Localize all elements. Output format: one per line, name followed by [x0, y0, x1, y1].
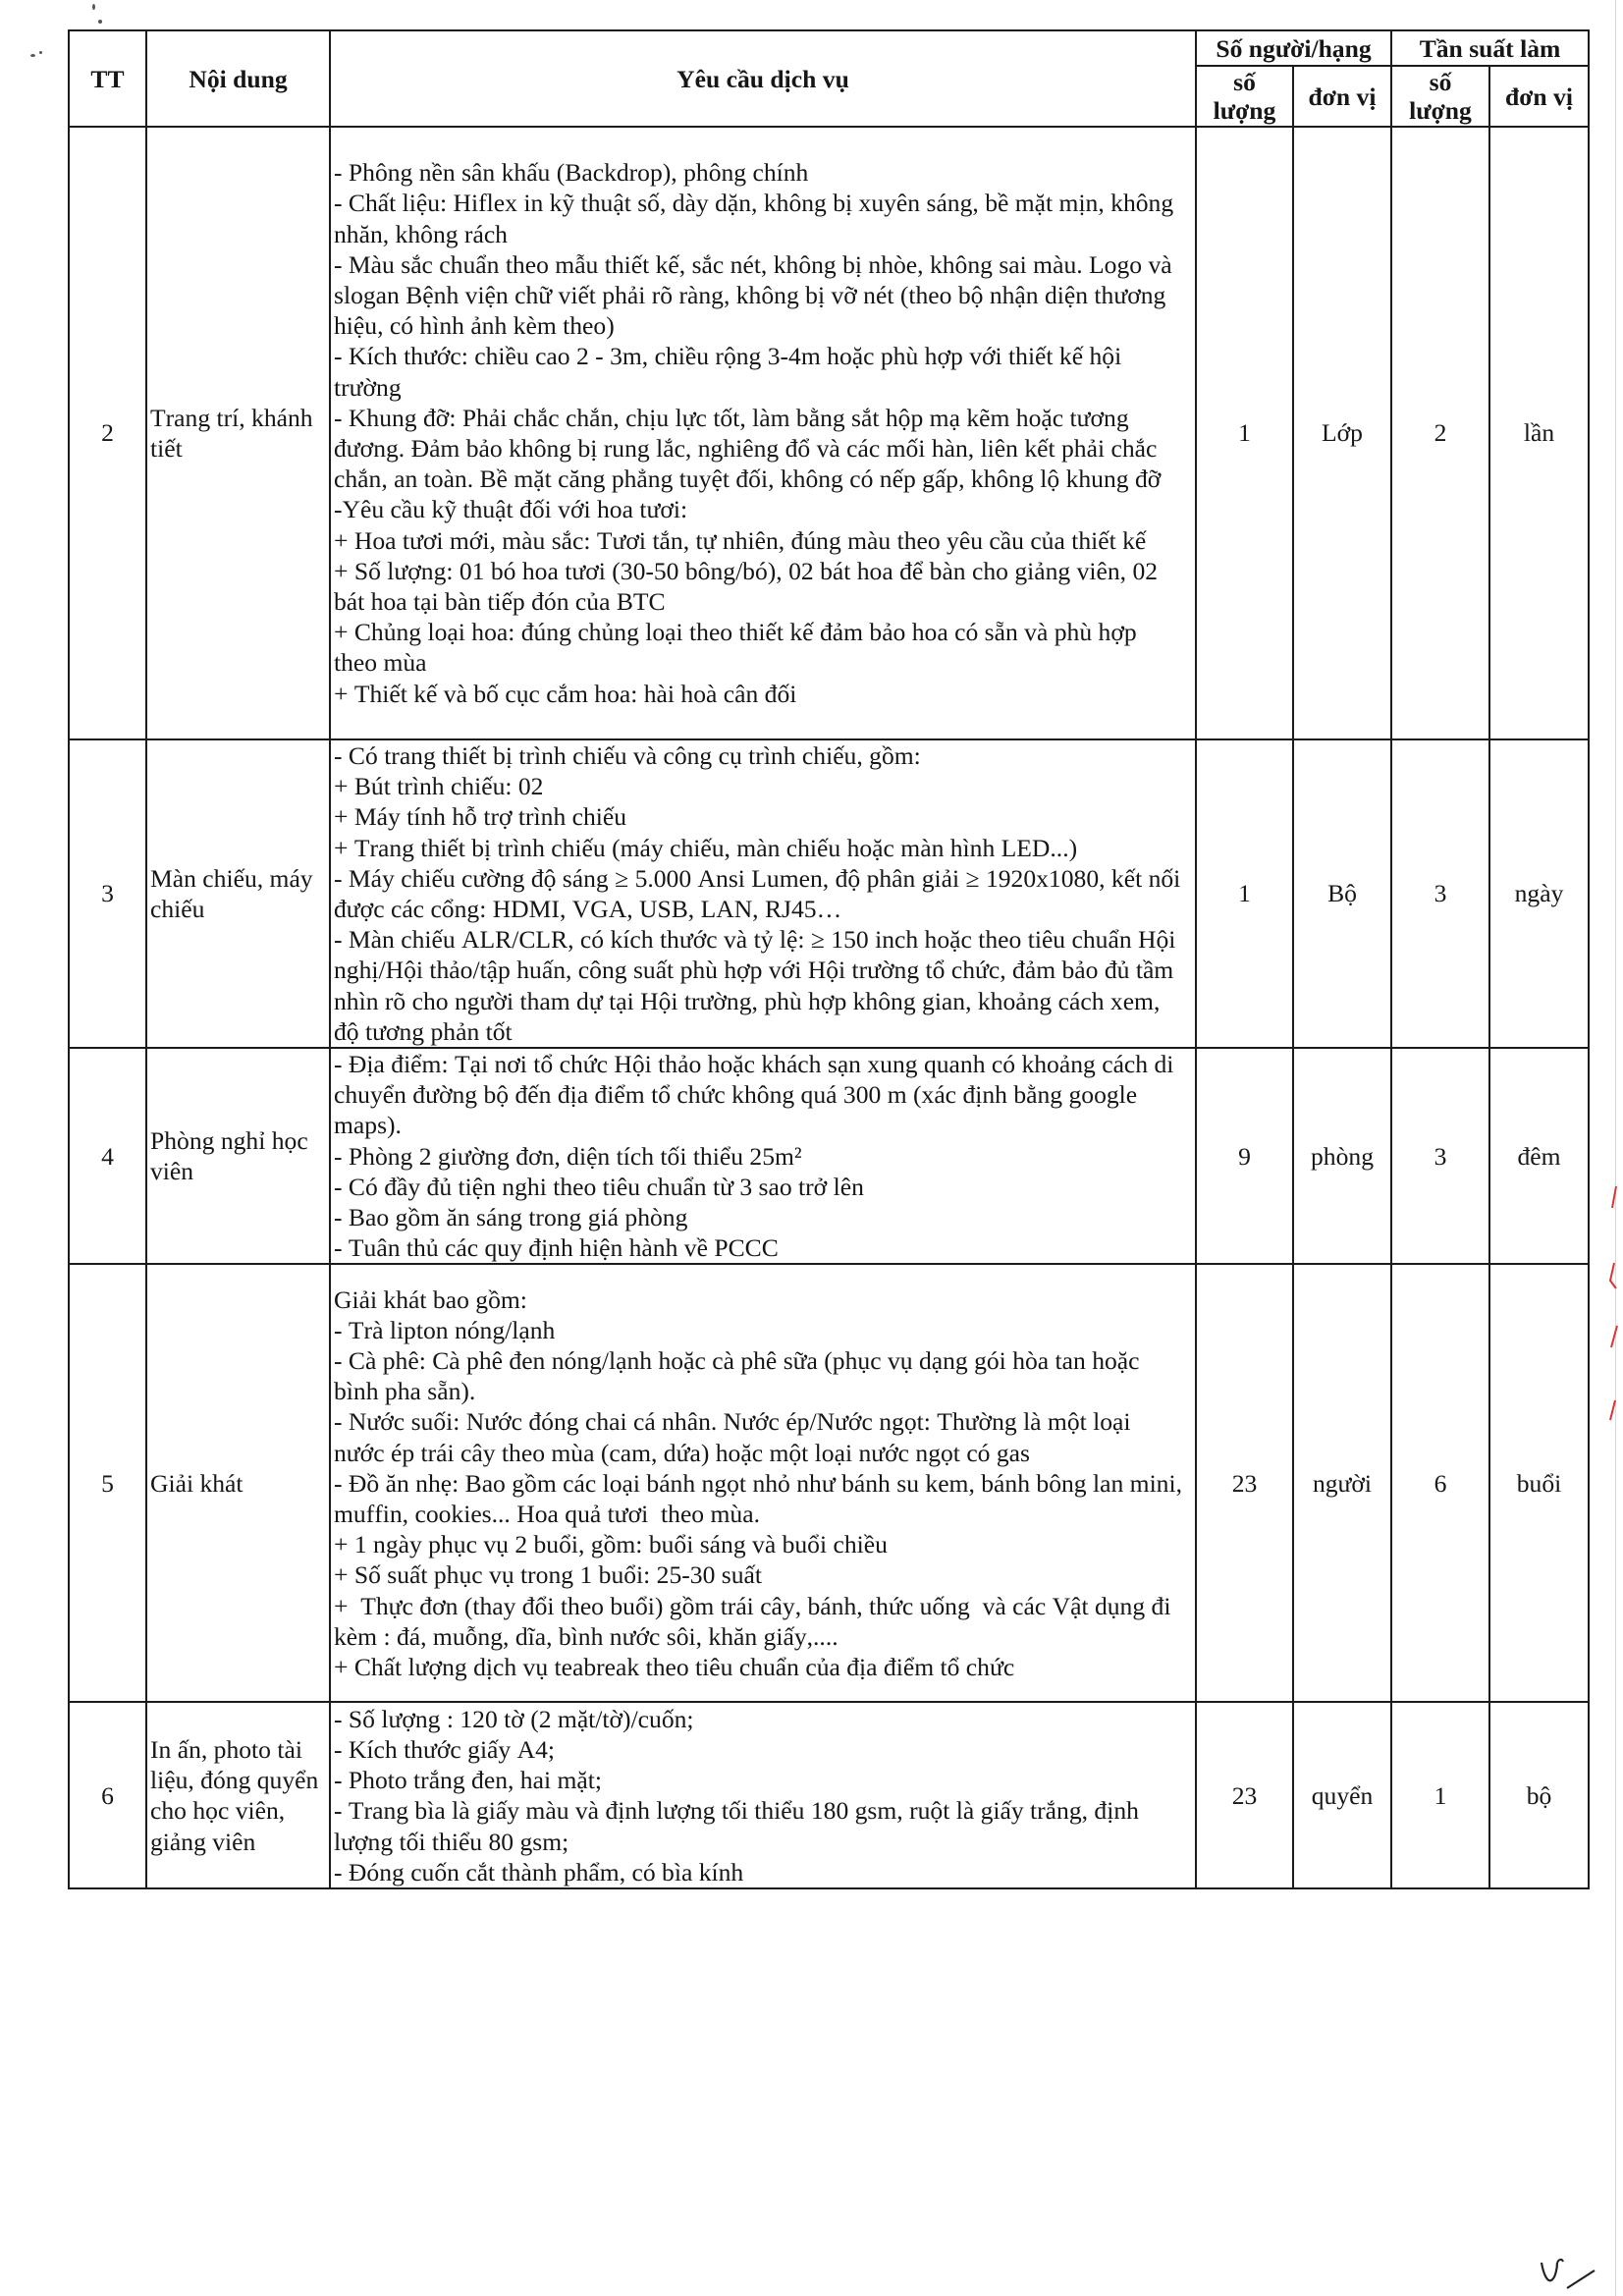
- frequency-unit: bộ: [1489, 1702, 1589, 1888]
- header-row-top: [69, 30, 1589, 66]
- header-requirements: Yêu cầu dịch vụ: [330, 30, 1196, 127]
- scan-speck: [92, 4, 95, 10]
- requirements-list: [334, 1285, 1189, 1683]
- requirement-line: - Nước suối: Nước đóng chai cá nhân. Nước ép/Nước ngọt: Thường là một loại nước ép trái cây theo mùa (cam, dứa) hoặc một loại nước ngọt có gas: [334, 1407, 1137, 1467]
- requirement-line: - Phông nền sân khấu (Backdrop), phông chính: [334, 158, 809, 188]
- header-frequency-quantity-cell: [1391, 66, 1489, 127]
- requirement-line: + Hoa tươi mới, màu sắc: Tươi tắn, tự nhiên, đúng màu theo yêu cầu của thiết kế: [334, 525, 1147, 555]
- requirement-line: - Phòng 2 giường đơn, diện tích tối thiểu 25m²: [334, 1141, 802, 1171]
- requirements-cell: [330, 739, 1196, 1048]
- requirement-line: - Photo trắng đen, hai mặt;: [334, 1766, 602, 1795]
- header-people-unit: đơn vị: [1308, 82, 1377, 111]
- requirement-line: - Chất liệu: Hiflex in kỹ thuật số, dày dặn, không bị xuyên sáng, bề mặt mịn, không nhăn, không rách: [334, 189, 1180, 248]
- table-row: [69, 1048, 1589, 1264]
- header-people-quantity-cell: [1196, 66, 1293, 127]
- header-frequency-unit-cell: [1489, 66, 1589, 127]
- requirement-line: + Thực đơn (thay đổi theo buổi) gồm trái cây, bánh, thức uống và các Vật dụng đi kèm : đá, muỗng, dĩa, bình nước sôi, khăn giấy,....: [334, 1591, 1177, 1651]
- item-name-cell: [146, 739, 330, 1048]
- requirement-line: Giải khát bao gồm:: [334, 1285, 527, 1314]
- people-quantity: 23: [1196, 1702, 1293, 1888]
- requirement-line: - Màn chiếu ALR/CLR, có kích thước và tỷ lệ: ≥ 150 inch hoặc theo tiêu chuẩn Hội nghị/Hội thảo/tập huấn, công suất phù hợp với Hội trường tổ chức, đảm bảo đủ tầm nhìn rõ cho người tham dự tại Hội trường, phù hợp không gian, khoảng cách xem, độ tương phản tốt: [334, 925, 1182, 1046]
- requirement-line: - Bao gồm ăn sáng trong giá phòng: [334, 1203, 688, 1232]
- table-row: [69, 127, 1589, 739]
- frequency-unit: buổi: [1489, 1264, 1589, 1702]
- scan-speck: [98, 20, 102, 24]
- requirement-line: + Máy tính hỗ trợ trình chiếu: [334, 802, 627, 832]
- requirement-line: + Số suất phục vụ trong 1 buổi: 25-30 suất: [334, 1560, 762, 1590]
- table-row: [69, 1702, 1589, 1888]
- scan-edge-line: [1615, 0, 1616, 2296]
- frequency-quantity: 2: [1391, 127, 1489, 739]
- frequency-unit: đêm: [1489, 1048, 1589, 1264]
- requirement-line: - Màu sắc chuẩn theo mẫu thiết kế, sắc nét, không bị nhòe, không sai màu. Logo và slogan Bệnh viện chữ viết phải rõ ràng, không bị vỡ nét (theo bộ nhận diện thương hiệu, có hình ảnh kèm theo): [334, 249, 1179, 341]
- requirement-line: + Số lượng: 01 bó hoa tươi (30-50 bông/bó), 02 bát hoa để bàn cho giảng viên, 02 bát hoa tại bàn tiếp đón của BTC: [334, 556, 1164, 617]
- service-requirements-table: [68, 29, 1590, 1889]
- requirement-line: - Địa điểm: Tại nơi tổ chức Hội thảo hoặc khách sạn xung quanh có khoảng cách di chuyển đường bộ đến địa điểm tổ chức không quá 300 m (xác định bằng google maps).: [334, 1050, 1180, 1140]
- header-people-quantity: số lượng: [1213, 68, 1276, 125]
- people-unit: phòng: [1293, 1048, 1391, 1264]
- requirements-list: [334, 1704, 1184, 1887]
- header-frequency-group: Tần suất làm: [1391, 30, 1589, 66]
- requirement-line: + 1 ngày phục vụ 2 buổi, gồm: buổi sáng và buổi chiều: [334, 1530, 888, 1559]
- scan-edge-red-marks: [1602, 1178, 1622, 1434]
- item-name: Giải khát: [150, 1468, 243, 1498]
- header-people-unit-cell: [1293, 66, 1391, 127]
- item-name: Màn chiếu, máy chiếu: [150, 863, 313, 924]
- requirement-line: + Bút trình chiếu: 02: [334, 772, 544, 801]
- requirements-cell: [330, 1702, 1196, 1888]
- scan-speck: [30, 54, 35, 57]
- table-row: [69, 1264, 1589, 1702]
- scan-speck: [39, 51, 42, 54]
- requirement-line: - Đóng cuốn cắt thành phẩm, có bìa kính: [334, 1857, 744, 1886]
- header-item: Nội dung: [146, 30, 330, 127]
- item-name: Phòng nghỉ học viên: [150, 1126, 308, 1186]
- table-body: [69, 127, 1589, 1888]
- requirement-line: - Máy chiếu cường độ sáng ≥ 5.000 Ansi Lumen, độ phân giải ≥ 1920x1080, kết nối được các cổng: HDMI, VGA, USB, LAN, RJ45…: [334, 863, 1187, 924]
- item-name-cell: [146, 1048, 330, 1264]
- people-unit: người: [1293, 1264, 1391, 1702]
- header-frequency-quantity: số lượng: [1409, 68, 1472, 125]
- row-number: 2: [69, 127, 146, 739]
- requirements-cell: [330, 127, 1196, 739]
- requirement-line: - Khung đỡ: Phải chắc chắn, chịu lực tốt, làm bằng sắt hộp mạ kẽm hoặc tương đương. Đảm bảo không bị rung lắc, nghiêng đổ và các mối hàn, liên kết phải chắc chắn, an toàn. Bề mặt căng phẳng tuyệt đối, không có nếp gấp, không lộ khung đỡ: [334, 403, 1163, 494]
- requirement-line: - Trà lipton nóng/lạnh: [334, 1315, 556, 1344]
- requirement-line: + Chủng loại hoa: đúng chủng loại theo thiết kế đảm bảo hoa có sẵn và phù hợp theo mùa: [334, 618, 1144, 678]
- requirement-line: - Số lượng : 120 tờ (2 mặt/tờ)/cuốn;: [334, 1704, 694, 1733]
- requirement-line: - Tuân thủ các quy định hiện hành về PCCC: [334, 1233, 779, 1263]
- frequency-quantity: 1: [1391, 1702, 1489, 1888]
- requirements-list: [334, 157, 1184, 709]
- requirement-line: + Chất lượng dịch vụ teabreak theo tiêu chuẩn của địa điểm tổ chức: [334, 1653, 1015, 1682]
- requirement-line: - Kích thước giấy A4;: [334, 1735, 555, 1765]
- item-name: In ấn, photo tài liệu, đóng quyển cho học viên, giảng viên: [150, 1735, 319, 1856]
- requirement-line: - Cà phê: Cà phê đen nóng/lạnh hoặc cà phê sữa (phục vụ dạng gói hòa tan hoặc bình pha sẵn).: [334, 1346, 1146, 1406]
- item-name-cell: [146, 1264, 330, 1702]
- requirement-line: + Trang thiết bị trình chiếu (máy chiếu, màn chiếu hoặc màn hình LED...): [334, 833, 1078, 862]
- requirement-line: + Thiết kế và bố cục cắm hoa: hài hoà cân đối: [334, 679, 797, 708]
- header-tt: TT: [69, 30, 146, 127]
- row-number: 3: [69, 739, 146, 1048]
- frequency-quantity: 3: [1391, 739, 1489, 1048]
- row-number: 5: [69, 1264, 146, 1702]
- item-name-cell: [146, 127, 330, 739]
- people-unit: Bộ: [1293, 739, 1391, 1048]
- requirements-list: [334, 1049, 1184, 1263]
- frequency-unit: ngày: [1489, 739, 1589, 1048]
- frequency-quantity: 3: [1391, 1048, 1489, 1264]
- header-frequency-unit: đơn vị: [1505, 82, 1573, 111]
- requirement-line: -Yêu cầu kỹ thuật đối với hoa tươi:: [334, 495, 688, 524]
- requirement-line: - Trang bìa là giấy màu và định lượng tối thiểu 180 gsm, ruột là giấy trắng, định lượng tối thiểu 80 gsm;: [334, 1796, 1146, 1856]
- requirement-line: - Kích thước: chiều cao 2 - 3m, chiều rộng 3-4m hoặc phù hợp với thiết kế hội trường: [334, 342, 1128, 402]
- requirements-list: [334, 740, 1187, 1047]
- requirement-line: - Có đầy đủ tiện nghi theo tiêu chuẩn từ 3 sao trở lên: [334, 1172, 864, 1201]
- requirements-cell: [330, 1264, 1196, 1702]
- row-number: 6: [69, 1702, 146, 1888]
- people-unit: quyển: [1293, 1702, 1391, 1888]
- people-unit: Lớp: [1293, 127, 1391, 739]
- row-number: 4: [69, 1048, 146, 1264]
- requirements-cell: [330, 1048, 1196, 1264]
- people-quantity: 23: [1196, 1264, 1293, 1702]
- people-quantity: 1: [1196, 127, 1293, 739]
- frequency-quantity: 6: [1391, 1264, 1489, 1702]
- item-name: Trang trí, khánh tiết: [150, 403, 313, 463]
- requirement-line: - Đồ ăn nhẹ: Bao gồm các loại bánh ngọt nhỏ như bánh su kem, bánh bông lan mini, muffin, cookies... Hoa quả tươi theo mùa.: [334, 1468, 1189, 1529]
- people-quantity: 1: [1196, 739, 1293, 1048]
- table-header: [69, 30, 1589, 127]
- header-people-group: Số người/hạng: [1196, 30, 1391, 66]
- handwritten-initials: [1538, 2255, 1600, 2292]
- table-row: [69, 739, 1589, 1048]
- people-quantity: 9: [1196, 1048, 1293, 1264]
- frequency-unit: lần: [1489, 127, 1589, 739]
- item-name-cell: [146, 1702, 330, 1888]
- requirement-line: - Có trang thiết bị trình chiếu và công cụ trình chiếu, gồm:: [334, 741, 921, 770]
